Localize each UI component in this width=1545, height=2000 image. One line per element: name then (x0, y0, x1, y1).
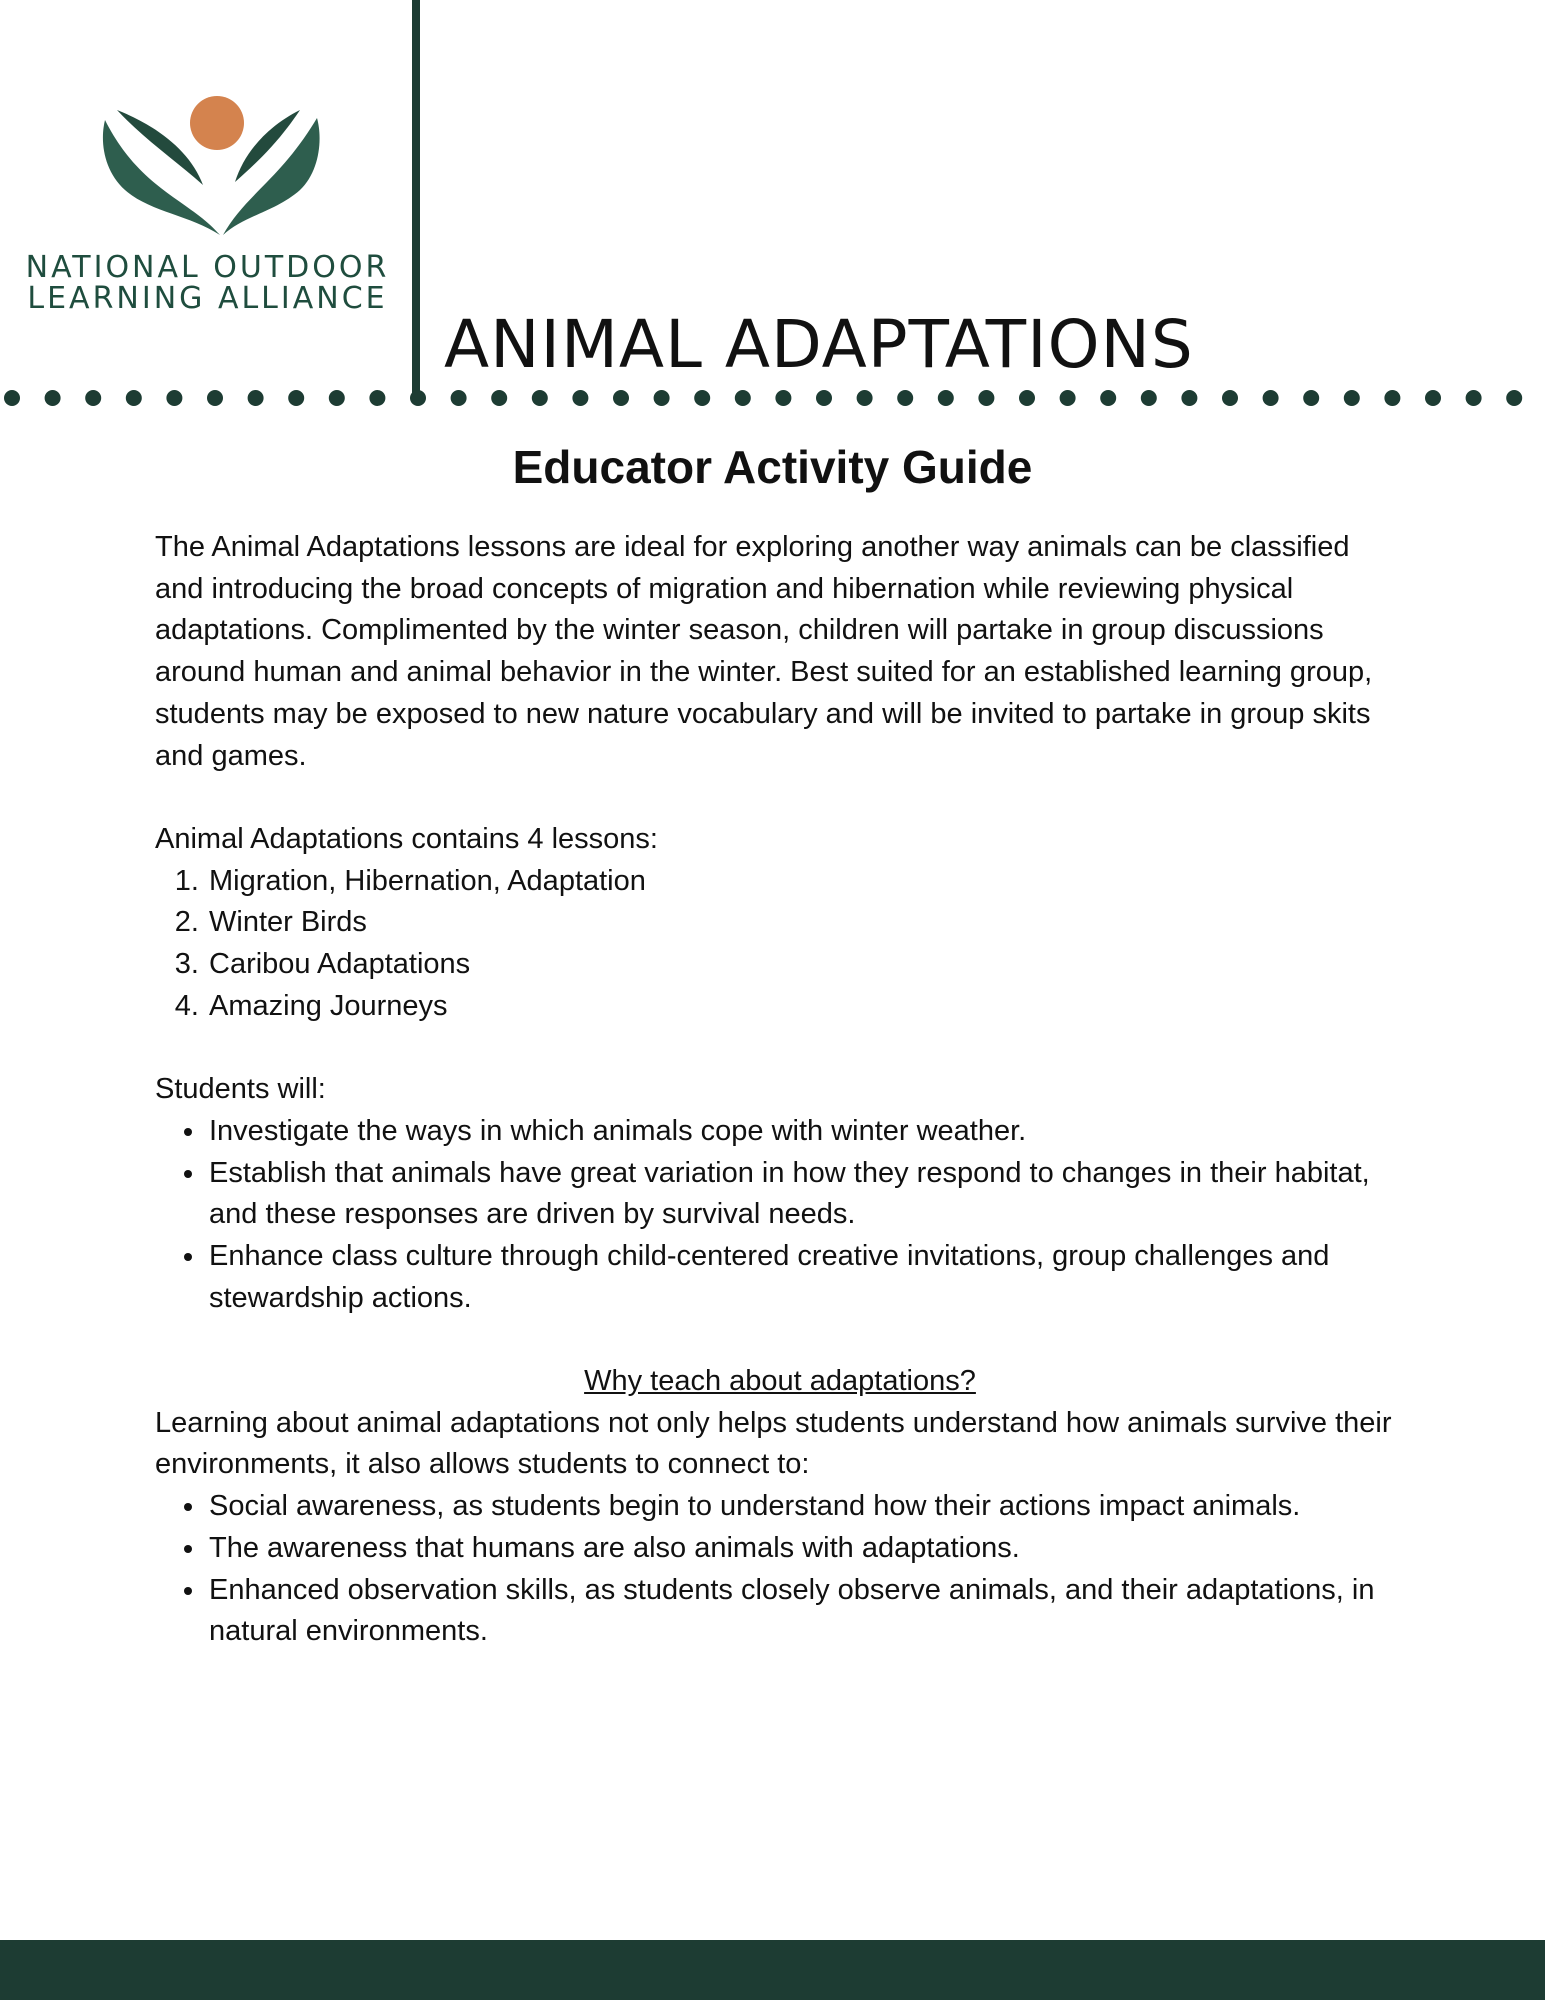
divider-dot (1384, 390, 1400, 406)
divider-dot (1344, 390, 1360, 406)
divider-dot (1060, 390, 1076, 406)
divider-dot (897, 390, 913, 406)
divider-dot (288, 390, 304, 406)
divider-dot (491, 390, 507, 406)
divider-dot (1303, 390, 1319, 406)
leaf-sun-logo-icon (95, 90, 325, 240)
divider-dot (166, 390, 182, 406)
student-goal-item: • Establish that animals have great variation in how they respond to changes in their habitat, and these responses are driven by survival needs. (207, 1153, 1405, 1236)
guide-content (155, 527, 1405, 1653)
divider-dot (4, 390, 20, 406)
divider-dot (1263, 390, 1279, 406)
page-subtitle: Educator Activity Guide (512, 441, 1033, 493)
org-name (0, 252, 415, 314)
divider-dot (1466, 390, 1482, 406)
students-list (155, 1111, 1405, 1320)
divider-dot (1019, 390, 1035, 406)
divider-dot (572, 390, 588, 406)
why-list (155, 1486, 1405, 1653)
divider-dot (410, 390, 426, 406)
divider-dot (1100, 390, 1116, 406)
divider-dot (451, 390, 467, 406)
lesson-item: 4. Amazing Journeys (207, 986, 1405, 1028)
divider-dot (85, 390, 101, 406)
divider-dot (816, 390, 832, 406)
divider-dot (126, 390, 142, 406)
divider-dot (1222, 390, 1238, 406)
student-goal-item: • Enhance class culture through child-centered creative invitations, group challenges and stewardship actions. (207, 1236, 1405, 1319)
divider-dot (1181, 390, 1197, 406)
divider-dot (369, 390, 385, 406)
lesson-item: 3. Caribou Adaptations (207, 944, 1405, 986)
org-logo (0, 0, 415, 395)
why-item: • The awareness that humans are also animals with adaptations. (207, 1528, 1405, 1570)
divider-dot (45, 390, 61, 406)
divider-dot (694, 390, 710, 406)
divider-dot (532, 390, 548, 406)
divider-dot (1425, 390, 1441, 406)
page-title: ANIMAL ADAPTATIONS (444, 306, 1194, 383)
student-goal-item: • Investigate the ways in which animals cope with winter weather. (207, 1111, 1405, 1153)
lessons-heading: Animal Adaptations contains 4 lessons: (155, 822, 658, 855)
why-item: • Enhanced observation skills, as students closely observe animals, and their adaptations, in natural environments. (207, 1570, 1405, 1653)
org-name-line2: LEARNING ALLIANCE (27, 281, 388, 316)
divider-dot (857, 390, 873, 406)
divider-dot (329, 390, 345, 406)
divider-dot (938, 390, 954, 406)
divider-dot (978, 390, 994, 406)
why-item: • Social awareness, as students begin to understand how their actions impact animals. (207, 1486, 1405, 1528)
students-heading: Students will: (155, 1073, 326, 1106)
divider-dot (775, 390, 791, 406)
dotted-divider (0, 386, 1545, 410)
header-divider-vertical (412, 0, 420, 398)
divider-dot (248, 390, 264, 406)
divider-dot (613, 390, 629, 406)
divider-dot (1141, 390, 1157, 406)
lessons-list (155, 861, 1405, 1028)
footer-bar (0, 1940, 1545, 2000)
why-paragraph: Learning about animal adaptations not only helps students understand how animals survive their environments, it also allows students to connect to: (155, 1406, 1392, 1481)
lesson-item: 2. Winter Birds (207, 902, 1405, 944)
why-heading: Why teach about adaptations? (584, 1365, 976, 1398)
intro-paragraph: The Animal Adaptations lessons are ideal for exploring another way animals can be classified and introducing the broad concepts of migration and hibernation while reviewing physical adaptations. Complimented by the winter season, children will partake in group discussions around human and animal behavior in the winter. Best suited for an established learning group, students may be exposed to new nature vocabulary and will be invited to partake in group skits and games. (155, 531, 1373, 772)
divider-dot (654, 390, 670, 406)
divider-dot (207, 390, 223, 406)
org-name-line1: NATIONAL OUTDOOR (25, 250, 390, 285)
divider-dot (1506, 390, 1522, 406)
divider-dot (735, 390, 751, 406)
lesson-item: 1. Migration, Hibernation, Adaptation (207, 861, 1405, 903)
